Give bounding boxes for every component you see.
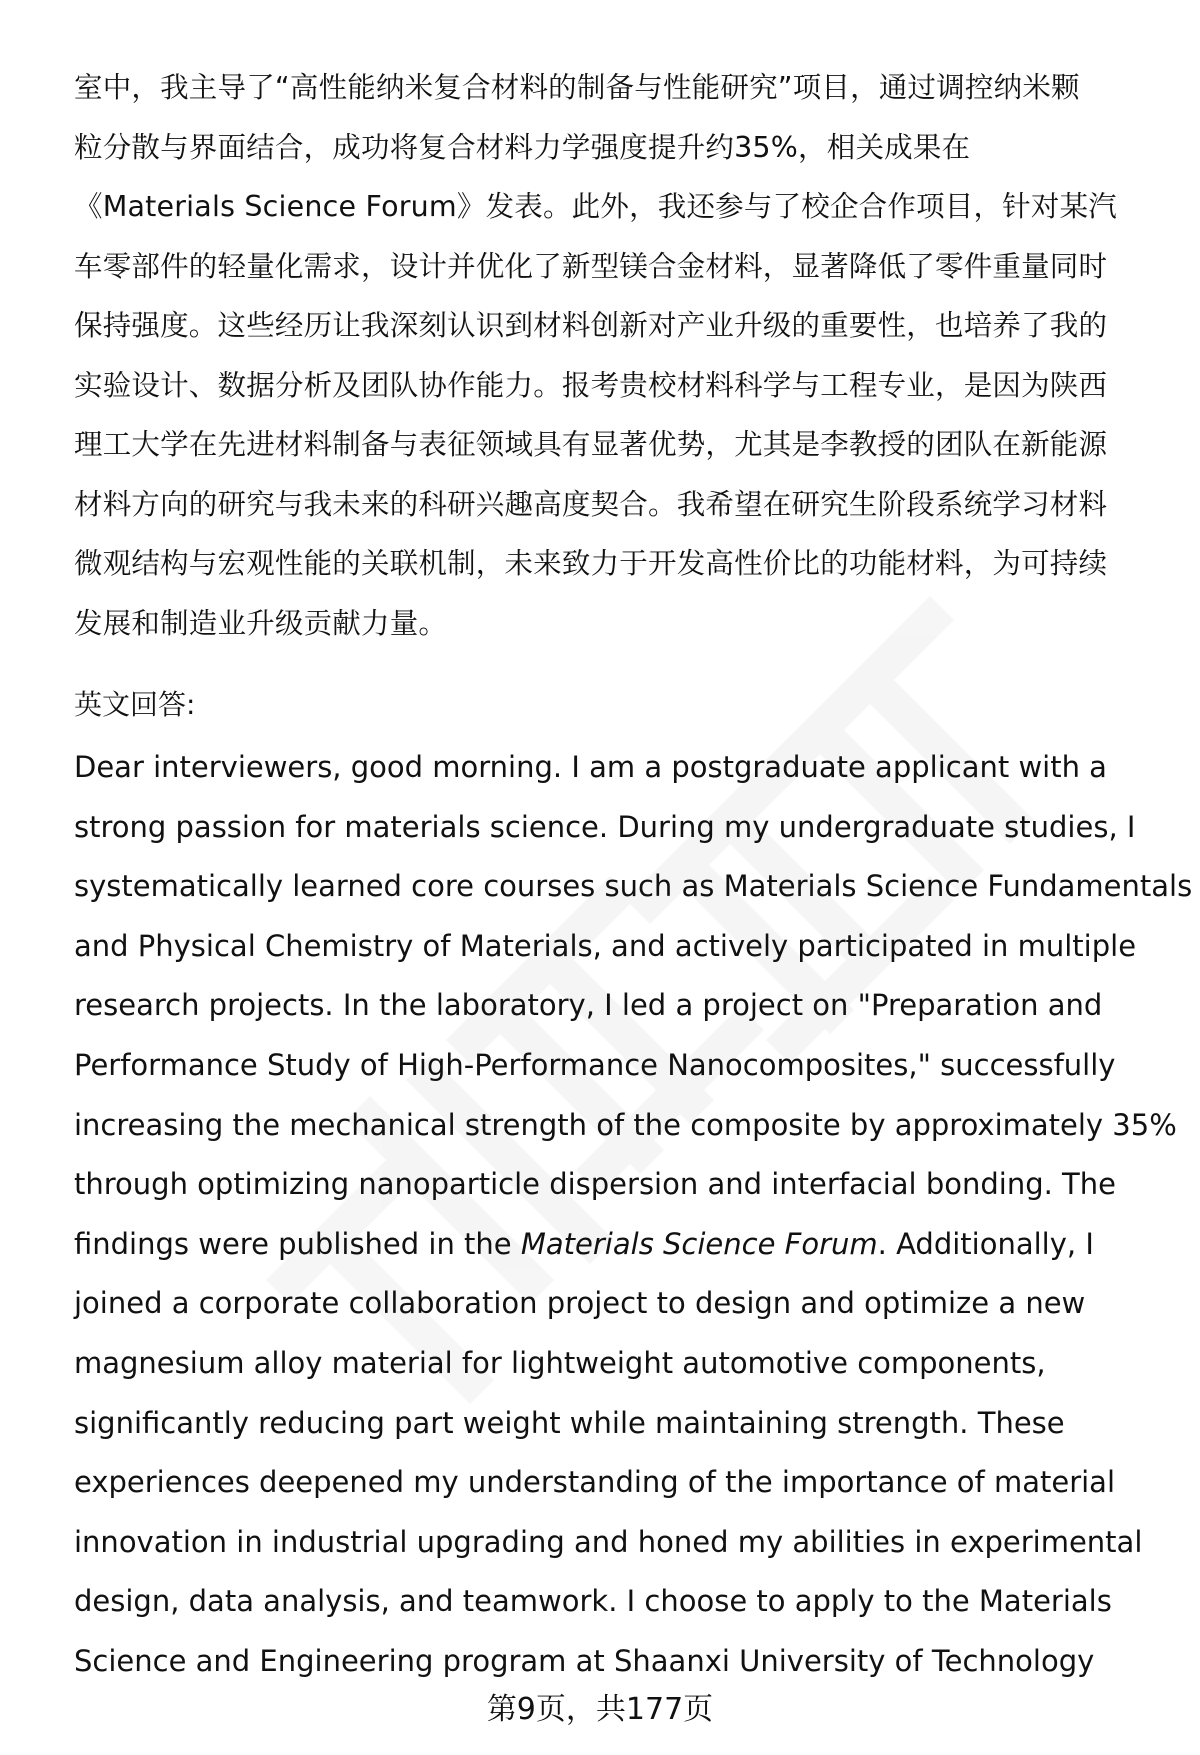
en-line: design, data analysis, and teamwork. I choose to apply to the Materials bbox=[74, 1584, 1112, 1619]
english-answer-label: 英文回答: bbox=[74, 688, 196, 721]
en-line: and Physical Chemistry of Materials, and actively participated in multiple bbox=[74, 928, 1137, 963]
zh-line: 粒分散与界面结合，成功将复合材料力学强度提升约35%，相关成果在 bbox=[74, 130, 971, 164]
zh-line: 发展和制造业升级贡献力量。 bbox=[74, 606, 448, 640]
chinese-answer-paragraph bbox=[74, 58, 1154, 653]
en-line: experiences deepened my understanding of the importance of material bbox=[74, 1465, 1116, 1500]
en-line: Performance Study of High-Performance Nanocomposites," successfully bbox=[74, 1047, 1116, 1082]
en-line: innovation in industrial upgrading and honed my abilities in experimental bbox=[74, 1524, 1143, 1559]
zh-line: 实验设计、数据分析及团队协作能力。报考贵校材料科学与工程专业，是因为陕西 bbox=[74, 368, 1108, 402]
english-answer-paragraph bbox=[74, 738, 1193, 1692]
en-line: significantly reducing part weight while maintaining strength. These bbox=[74, 1405, 1065, 1440]
en-line: Science and Engineering program at Shaanxi University of Technology bbox=[74, 1643, 1095, 1678]
en-line: through optimizing nanoparticle dispersion and interfacial bonding. The bbox=[74, 1167, 1116, 1202]
zh-line: 保持强度。这些经历让我深刻认识到材料创新对产业升级的重要性，也培养了我的 bbox=[74, 309, 1108, 342]
en-line-part: findings were published in the bbox=[74, 1226, 521, 1261]
en-line: strong passion for materials science. During my undergraduate studies, I bbox=[74, 809, 1136, 844]
zh-line: 微观结构与宏观性能的关联机制，未来致力于开发高性价比的功能材料，为可持续 bbox=[74, 547, 1108, 580]
zh-line: 《Materials Science Forum》发表。此外，我还参与了校企合作项目，针对某汽 bbox=[74, 190, 1117, 223]
en-line: Dear interviewers, good morning. I am a postgraduate applicant with a bbox=[74, 750, 1107, 784]
en-line: increasing the mechanical strength of the composite by approximately 35% bbox=[74, 1107, 1177, 1142]
zh-line: 室中，我主导了“高性能纳米复合材料的制备与性能研究”项目，通过调控纳米颗 bbox=[74, 71, 1080, 104]
en-line-with-journal bbox=[74, 1215, 1174, 1275]
en-line: magnesium alloy material for lightweight automotive components, bbox=[74, 1345, 1046, 1380]
page-number-footer: 第9页，共177页 bbox=[486, 1692, 714, 1727]
en-line: research projects. In the laboratory, I led a project on "Preparation and bbox=[74, 988, 1103, 1023]
en-line: joined a corporate collaboration project to design and optimize a new bbox=[74, 1286, 1086, 1321]
zh-line: 车零部件的轻量化需求，设计并优化了新型镁合金材料，显著降低了零件重量同时 bbox=[74, 249, 1108, 283]
en-line: systematically learned core courses such as Materials Science Fundamentals bbox=[74, 869, 1193, 904]
journal-title-italic: Materials Science Forum bbox=[520, 1226, 878, 1261]
zh-line: 理工大学在先进材料制备与表征领域具有显著优势，尤其是李教授的团队在新能源 bbox=[74, 428, 1108, 461]
en-line-part: . Additionally, I bbox=[877, 1226, 1094, 1261]
zh-line: 材料方向的研究与我未来的科研兴趣高度契合。我希望在研究生阶段系统学习材料 bbox=[74, 487, 1108, 521]
